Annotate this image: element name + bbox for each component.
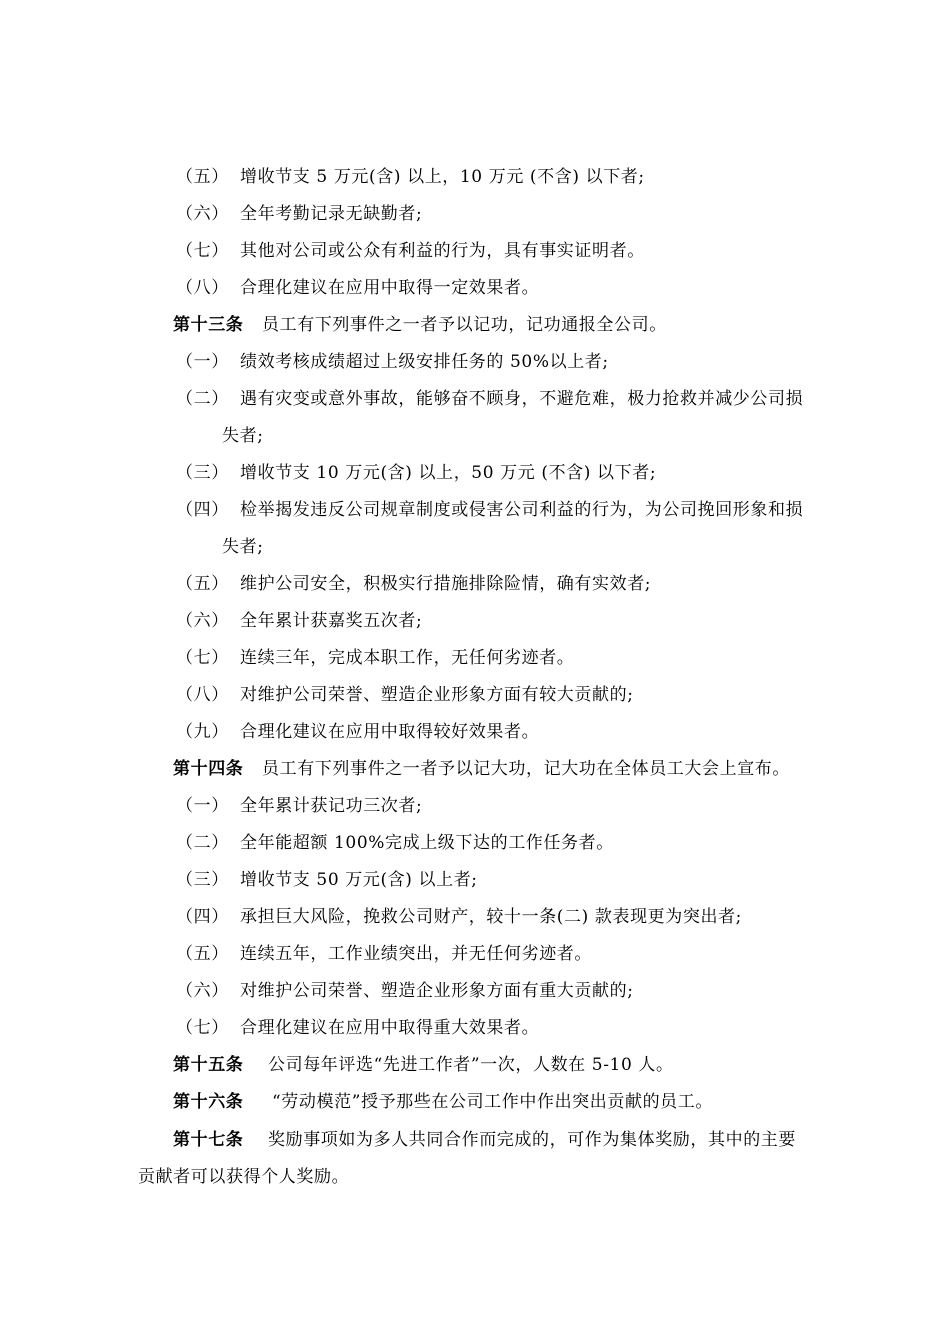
item-text: 连续三年，完成本职工作，无任何劣迹者。 <box>240 648 575 668</box>
article-text: 员工有下列事件之一者予以记功，记功通报全公司。 <box>262 315 667 335</box>
item-text: 绩效考核成绩超过上级安排任务的 50%以上者; <box>240 352 609 372</box>
item-number: （三） <box>176 870 229 890</box>
item-number: （五） <box>176 944 229 964</box>
list-item <box>0 647 950 669</box>
item-number: （二） <box>176 389 229 409</box>
item-number: （七） <box>176 241 229 261</box>
item-text: 全年能超额 100%完成上级下达的工作任务者。 <box>240 833 614 853</box>
item-number: （七） <box>176 648 229 668</box>
item-number: （一） <box>176 796 229 816</box>
article-heading: 第十四条 <box>173 759 244 779</box>
article-line <box>0 1054 950 1076</box>
item-text: 合理化建议在应用中取得一定效果者。 <box>240 278 540 298</box>
paragraph-text: 贡献者可以获得个人奖励。 <box>138 1167 350 1187</box>
list-item <box>0 1017 950 1039</box>
article-heading: 第十七条 <box>173 1130 244 1150</box>
item-number: （六） <box>176 204 229 224</box>
list-item <box>0 499 950 521</box>
item-text: 连续五年，工作业绩突出，并无任何劣迹者。 <box>240 944 592 964</box>
item-text: 检举揭发违反公司规章制度或侵害公司利益的行为，为公司挽回形象和损 <box>240 500 804 520</box>
article-line <box>0 314 950 336</box>
item-number: （五） <box>176 167 229 187</box>
item-number: （九） <box>176 722 229 742</box>
article-line <box>0 1129 950 1151</box>
article-text: 奖励事项如为多人共同合作而完成的，可作为集体奖励，其中的主要 <box>268 1130 796 1150</box>
list-item <box>0 573 950 595</box>
list-item <box>0 166 950 188</box>
article-text: 公司每年评选“先进工作者”一次，人数在 5-10 人。 <box>268 1055 674 1075</box>
item-number: （五） <box>176 574 229 594</box>
item-text: 维护公司安全，积极实行措施排除险情，确有实效者; <box>240 574 652 594</box>
item-text: 全年考勤记录无缺勤者; <box>240 204 423 224</box>
item-text: 增收节支 50 万元(含) 以上者; <box>240 870 478 890</box>
article-text: 员工有下列事件之一者予以记大功，记大功在全体员工大会上宣布。 <box>262 759 790 779</box>
item-number: （一） <box>176 352 229 372</box>
item-text: 增收节支 10 万元(含) 以上，50 万元 (不含) 以下者; <box>240 463 657 483</box>
item-number: （二） <box>176 833 229 853</box>
article-heading: 第十三条 <box>173 315 244 335</box>
item-number: （七） <box>176 1018 229 1038</box>
item-continuation <box>0 425 950 447</box>
list-item <box>0 462 950 484</box>
item-text: 全年累计获记功三次者; <box>240 796 423 816</box>
list-item <box>0 240 950 262</box>
item-text: 对维护公司荣誉、塑造企业形象方面有较大贡献的; <box>240 685 634 705</box>
item-text: 全年累计获嘉奖五次者; <box>240 611 423 631</box>
item-number: （六） <box>176 981 229 1001</box>
list-item <box>0 203 950 225</box>
list-item <box>0 277 950 299</box>
item-text: 承担巨大风险，挽救公司财产，较十一条(二) 款表现更为突出者; <box>240 907 742 927</box>
list-item <box>0 832 950 854</box>
item-continuation <box>0 536 950 558</box>
article-heading: 第十六条 <box>173 1092 244 1112</box>
item-number: （三） <box>176 463 229 483</box>
article-line <box>0 758 950 780</box>
list-item <box>0 943 950 965</box>
continuation-text: 失者; <box>222 426 264 446</box>
item-number: （八） <box>176 278 229 298</box>
item-text: 合理化建议在应用中取得重大效果者。 <box>240 1018 540 1038</box>
item-number: （六） <box>176 611 229 631</box>
article-text: “劳动模范”授予那些在公司工作中作出突出贡献的员工。 <box>272 1092 713 1112</box>
continuation-text: 失者; <box>222 537 264 557</box>
article-heading: 第十五条 <box>173 1055 244 1075</box>
list-item <box>0 351 950 373</box>
item-text: 遇有灾变或意外事故，能够奋不顾身，不避危难，极力抢救并减少公司损 <box>240 389 804 409</box>
list-item <box>0 610 950 632</box>
item-text: 对维护公司荣誉、塑造企业形象方面有重大贡献的; <box>240 981 634 1001</box>
list-item <box>0 869 950 891</box>
item-text: 增收节支 5 万元(含) 以上，10 万元 (不含) 以下者; <box>240 167 645 187</box>
item-number: （八） <box>176 685 229 705</box>
item-number: （四） <box>176 907 229 927</box>
list-item <box>0 684 950 706</box>
list-item <box>0 906 950 928</box>
list-item <box>0 980 950 1002</box>
paragraph-continuation <box>0 1166 950 1188</box>
list-item <box>0 388 950 410</box>
item-text: 合理化建议在应用中取得较好效果者。 <box>240 722 540 742</box>
list-item <box>0 721 950 743</box>
article-line <box>0 1091 950 1113</box>
item-number: （四） <box>176 500 229 520</box>
list-item <box>0 795 950 817</box>
item-text: 其他对公司或公众有利益的行为，具有事实证明者。 <box>240 241 645 261</box>
